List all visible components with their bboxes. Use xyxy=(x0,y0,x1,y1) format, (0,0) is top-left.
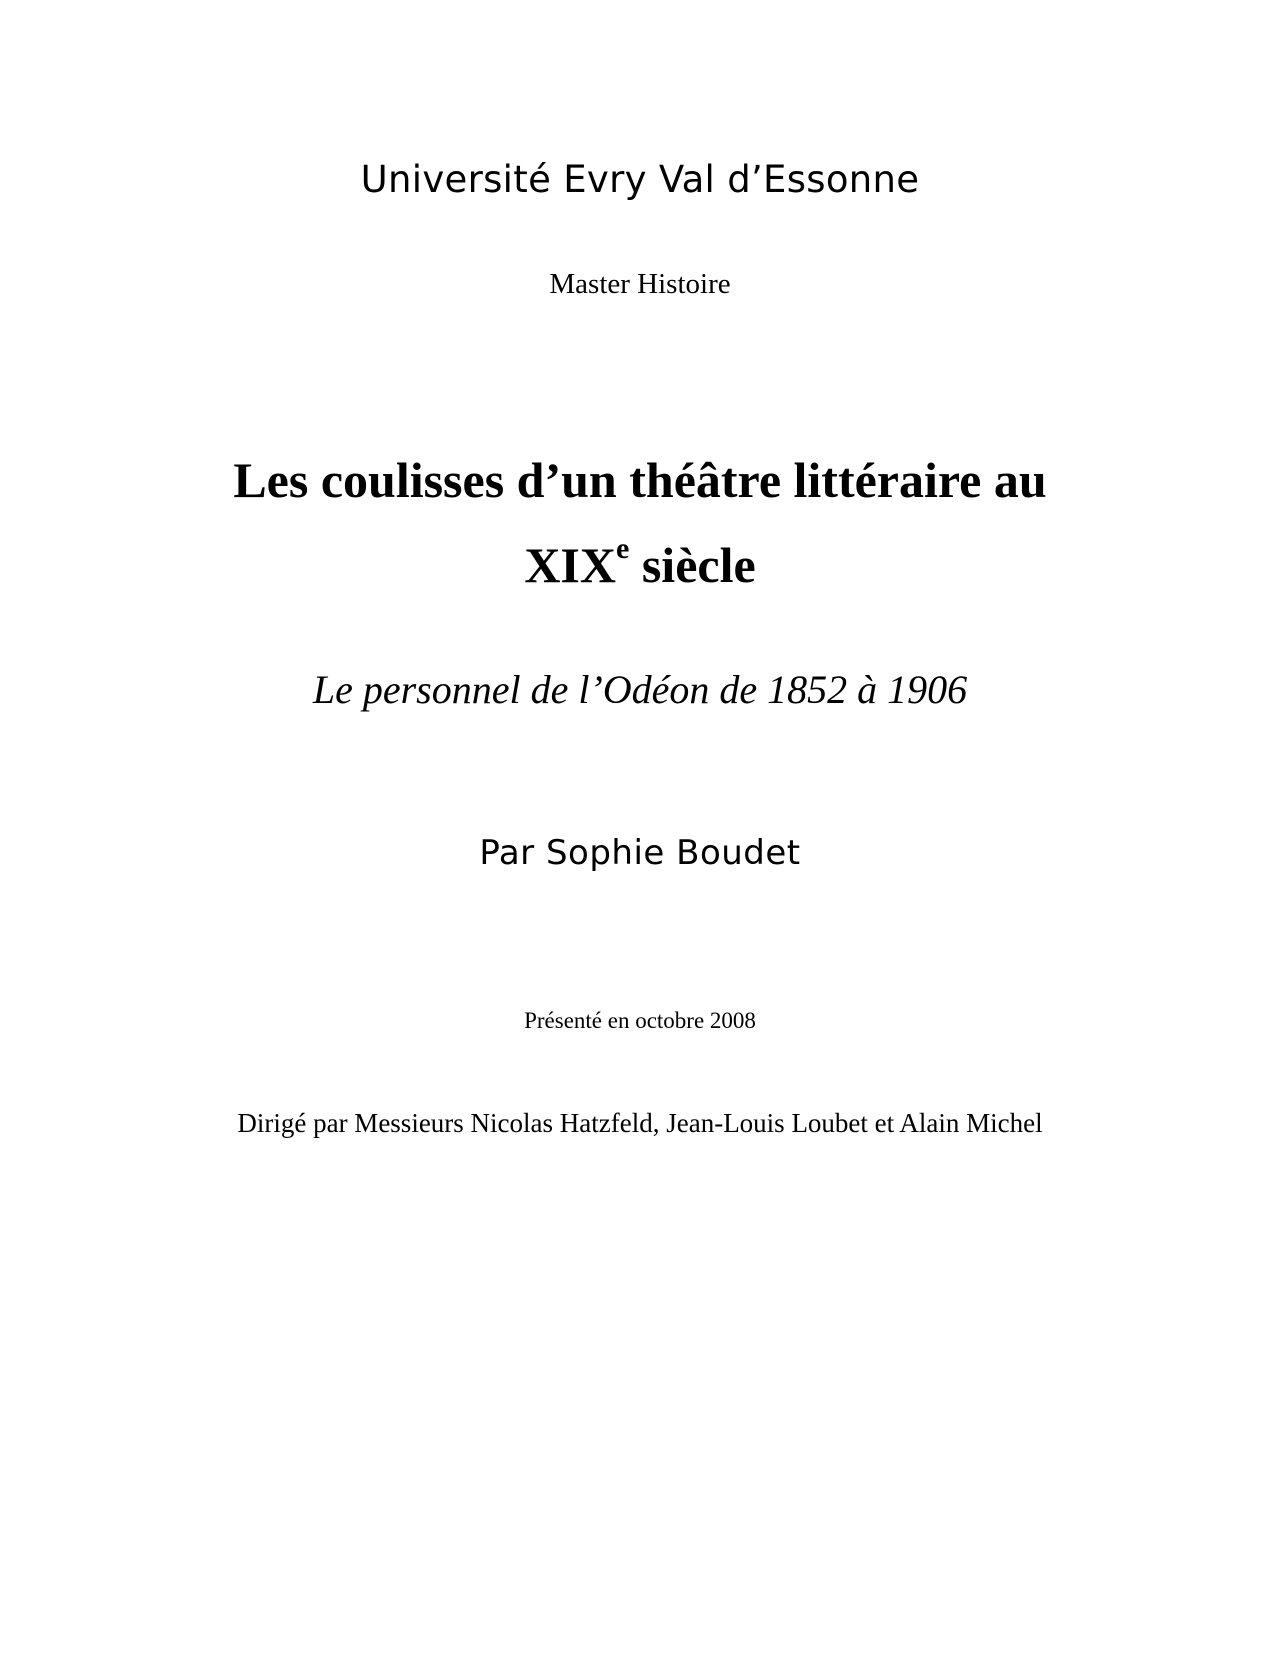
thesis-subtitle: Le personnel de l’Odéon de 1852 à 1906 xyxy=(312,667,968,712)
title-century: XIX xyxy=(524,537,617,593)
title-superscript: e xyxy=(616,532,630,565)
program-name: Master Histoire xyxy=(549,268,731,300)
title-siecle: siècle xyxy=(629,537,756,593)
presentation-date: Présenté en octobre 2008 xyxy=(524,1008,756,1033)
university-name: Université Evry Val d’Essonne xyxy=(360,158,920,201)
thesis-title-line-1: Les coulisses d’un théâtre littéraire au xyxy=(233,452,1047,508)
thesis-title-line-2 xyxy=(0,532,1280,593)
author-line: Par Sophie Boudet xyxy=(479,833,801,873)
supervisors-line: Dirigé par Messieurs Nicolas Hatzfeld, Jean-Louis Loubet et Alain Michel xyxy=(237,1108,1043,1138)
